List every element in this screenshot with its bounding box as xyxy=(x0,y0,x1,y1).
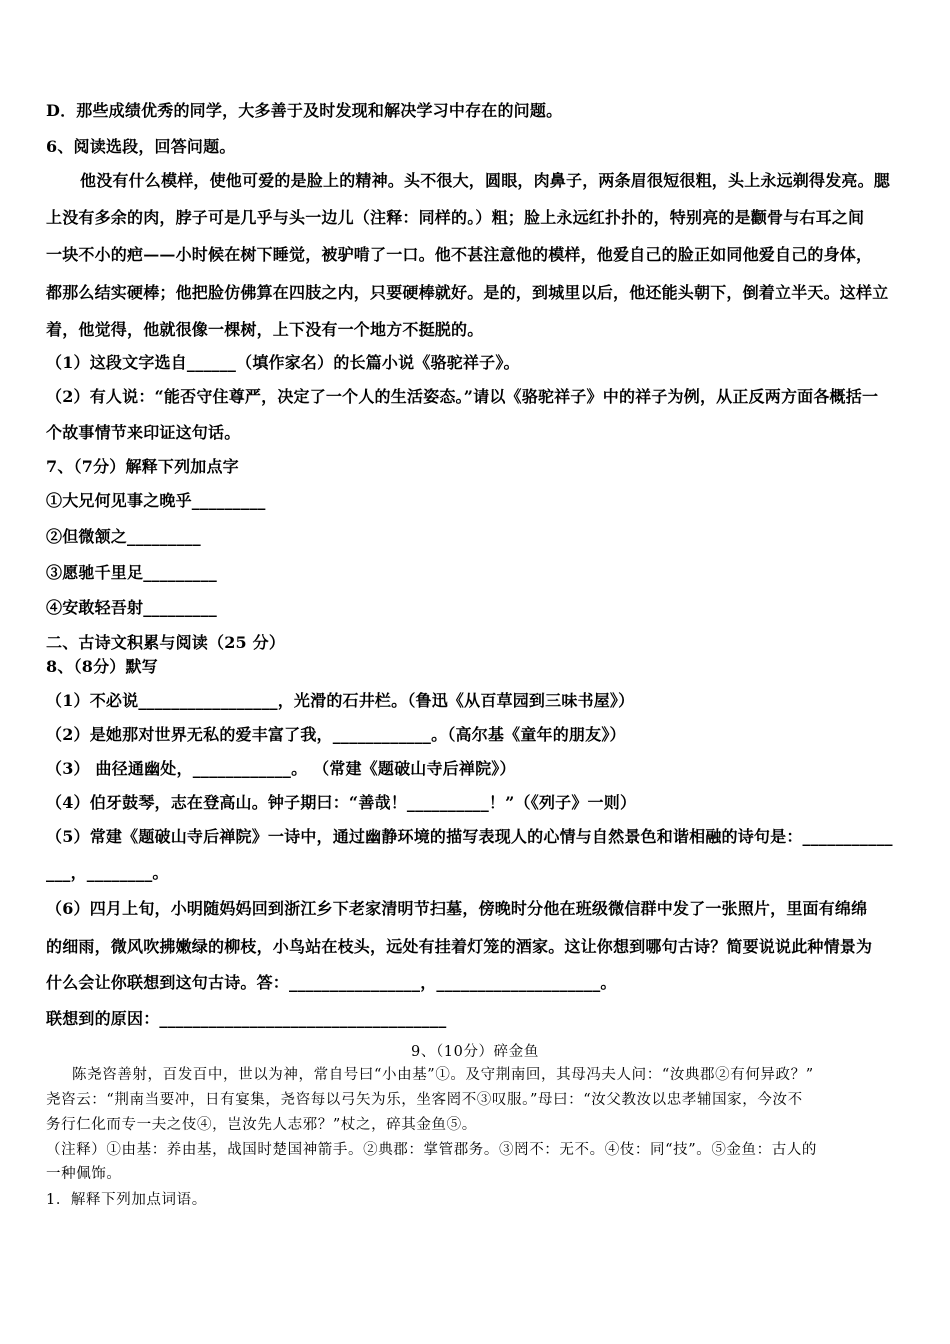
q8-sub6: （6）四月上旬，小明随妈妈回到浙江乡下老家清明节扫墓，傍晚时分他在班级微信群中发了一张照片，里面有绵绵 xyxy=(46,899,868,918)
passage-line-3: 一块不小的疤——小时候在树下睡觉，被驴啃了一口。他不甚注意他的模样，他爱自己的脸正如同他爱自己的身体， xyxy=(46,245,873,264)
q7-item-1: ①大兄何见事之晚乎_________ xyxy=(46,491,266,510)
q8-sub5: （5）常建《题破山寺后禅院》一诗中，通过幽静环境的描写表现人的心情与自然景色和谐相融的诗句是：___________ xyxy=(46,827,893,846)
passage-line-4: 都那么结实硬棒；他把脸仿佛算在四肢之内，只要硬棒就好。是的，到城里以后，他还能头朝下，倒着立半天。这样立 xyxy=(46,283,889,302)
passage-line-2: 上没有多余的肉，脖子可是几乎与头一边儿（注释：同样的。）粗；脸上永远红扑扑的，特别亮的是颧骨与右耳之间 xyxy=(46,208,865,227)
q7-item-2: ②但微颔之_________ xyxy=(46,527,201,546)
q8-sub3: （3） 曲径通幽处，____________。 （常建《题破山寺后禅院》） xyxy=(46,759,516,778)
q7-item-3: ③愿驰千里足_________ xyxy=(46,563,218,582)
q6-title: 6、阅读选段，回答问题。 xyxy=(46,137,236,156)
q7-item-4: ④安敢轻吾射_________ xyxy=(46,598,218,617)
q9-passage-3: 务行仁化而专一夫之伎④，岂汝先人志邪？”杖之，碎其金鱼⑤。 xyxy=(46,1117,477,1133)
q8-sub6-line3: 什么会让你联想到这句古诗。答：________________，____________________。 xyxy=(46,973,617,992)
q6-sub1: （1）这段文字选自______（填作家名）的长篇小说《骆驼祥子》。 xyxy=(46,353,520,372)
q8-sub5-cont: ___，________。 xyxy=(46,863,169,882)
passage-line-1: 他没有什么模样，使他可爱的是脸上的精神。头不很大，圆眼，肉鼻子，两条眉很短很粗，头上永远剃得发亮。腮 xyxy=(80,171,891,190)
section-2-title: 二、古诗文积累与阅读（25 分） xyxy=(46,633,286,652)
passage-line-5: 着，他觉得，他就很像一棵树，上下没有一个地方不挺脱的。 xyxy=(46,320,484,339)
q9-sub1: 1．解释下列加点词语。 xyxy=(46,1192,207,1208)
q6-sub2-cont: 个故事情节来印证这句话。 xyxy=(46,423,241,442)
q8-sub4: （4）伯牙鼓琴，志在登高山。钟子期曰：“善哉！__________！”（《列子》一则） xyxy=(46,793,637,812)
q7-title: 7、（7分）解释下列加点字 xyxy=(46,457,239,476)
q9-notes-cont: 一种佩饰。 xyxy=(46,1166,122,1182)
q8-sub2: （2）是她那对世界无私的爱丰富了我，____________。（高尔基《童年的朋友》） xyxy=(46,725,626,744)
q9-title: 9、（10分）碎金鱼 xyxy=(411,1044,539,1060)
q8-sub1: （1）不必说_________________，光滑的石井栏。（鲁迅《从百草园到三味书屋》） xyxy=(46,691,635,710)
option-d: D．那些成绩优秀的同学，大多善于及时发现和解决学习中存在的问题。 xyxy=(46,101,563,120)
q6-sub2: （2）有人说：“能否守住尊严，决定了一个人的生活姿态。”请以《骆驼祥子》中的祥子为例，从正反两方面各概括一 xyxy=(46,387,879,406)
q8-title: 8、（8分）默写 xyxy=(46,657,158,676)
q8-sub6-line2: 的细雨，微风吹拂嫩绿的柳枝，小鸟站在枝头，远处有挂着灯笼的酒家。这让你想到哪句古诗？简要说说此种情景为 xyxy=(46,937,873,956)
q9-passage-2: 尧咨云：“荆南当要冲，日有宴集，尧咨每以弓矢为乐，坐客罔不③叹服。”母曰：“汝父教汝以忠孝辅国家，今汝不 xyxy=(46,1092,803,1108)
q9-passage-1: 陈尧咨善射，百发百中，世以为神，常自号曰“小由基”①。及守荆南回，其母冯夫人问：“汝典郡②有何异政？” xyxy=(72,1067,814,1083)
q9-notes: （注释）①由基：养由基，战国时楚国神箭手。②典郡：掌管郡务。③罔不：无不。④伎：同“技”。⑤金鱼：古人的 xyxy=(46,1142,818,1158)
q8-sub6-reason: 联想到的原因：___________________________________ xyxy=(46,1009,447,1028)
